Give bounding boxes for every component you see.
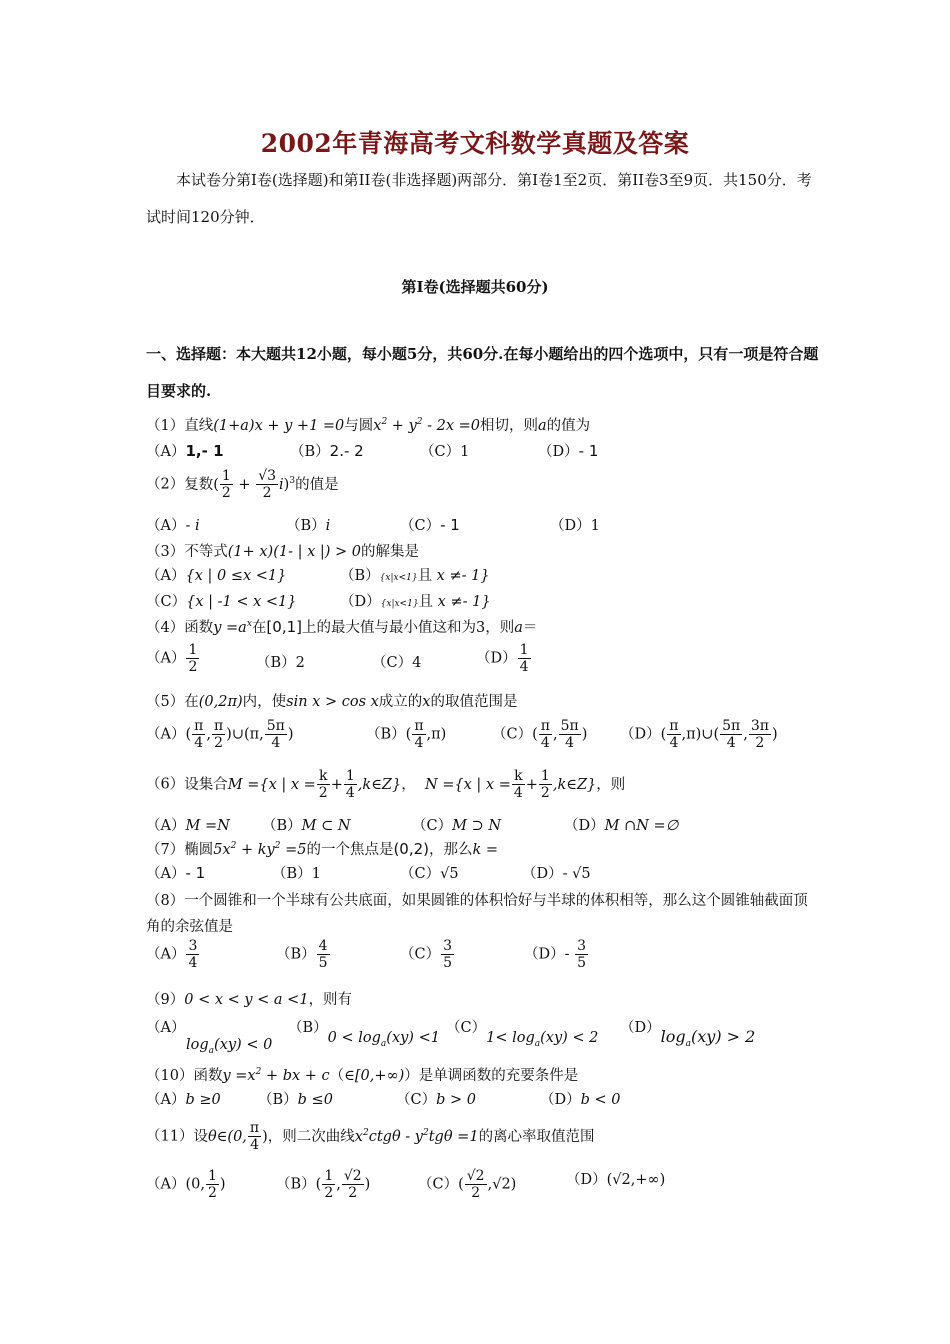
question-stem: 椭圆$5x^2 + ky^2 =5$的一个焦点是(0,2)，那么k = — [184, 840, 499, 858]
q1-option-d: （D）- 1 — [538, 442, 599, 460]
question-stem: 设集合M ={x | x = $\frac{k}{2}$ + $\frac{1}{4}$ ,k∈Z}， N ={x | x = $\frac{k}{4}$ + $\frac{1}{2}$ ,k∈Z}，则 — [184, 768, 626, 801]
q3-option-a: （A）{x | 0 ≤x <1} — [146, 568, 287, 584]
q2-option-d: （D）1 — [550, 518, 600, 534]
q9-option-a: （A） $\log_a(xy) < 0$ — [146, 1020, 273, 1056]
q6-option-c: （C）M ⊃ N — [412, 818, 502, 834]
q4-option-c: （C）4 — [372, 655, 422, 671]
q2-option-a: （A）- i — [146, 518, 200, 534]
question-stem: 函数$y =x^2$ + bx + c（∈[0,+∞)）是单调函数的充要条件是 — [193, 1067, 579, 1084]
question-stem: 一个圆锥和一个半球有公共底面，如果圆锥的体积恰好与半球的体积相等，那么这个圆锥轴截面顶角的余弦值是 — [146, 893, 808, 935]
question-stem: 函数$y =a^x$在[0,1]上的最大值与最小值这和为3，则a＝ — [184, 618, 538, 636]
q9-option-b: $(B)0 < \log_a(xy) <1$ — [288, 1020, 440, 1049]
q1-option-b: （B）2.- 2 — [290, 442, 364, 460]
question-number: （10） — [146, 1068, 194, 1084]
question-stem: 在(0,2π)内，使sin x > cos x成立的x的取值范围是 — [184, 694, 518, 710]
q7-option-b: （B）1 — [272, 866, 321, 882]
question-stem: 设θ∈(0, $\frac{\pi}{4}$ )，则二次曲线$x^2ctg\theta - y^2tg\theta =1$的离心率取值范围 — [193, 1120, 595, 1153]
q1-option-c: （C）1 — [420, 444, 470, 460]
question-number: （9） — [146, 992, 185, 1008]
question-8 — [146, 888, 816, 940]
q4-option-d: （D） $\frac{1}{4}$ — [476, 642, 529, 675]
question-number: （11） — [146, 1128, 194, 1145]
q7-option-a: （A）- 1 — [146, 864, 206, 882]
q2-option-c: （C）- 1 — [400, 516, 460, 534]
q6-option-b: （B）M ⊂ N — [262, 818, 351, 834]
question-3 — [146, 540, 419, 561]
q5-option-c: （C）( $\frac{\pi}{4}$ , $\frac{5\pi}{4}$ ) — [492, 718, 588, 751]
q10-option-a: （A）b ≥0 — [146, 1092, 221, 1108]
q11-option-c: （C）( $\frac{√2}{2}$ ,√2) — [418, 1168, 517, 1201]
question-stem: 不等式(1+ x)(1- | x |) > 0的解集是 — [184, 544, 420, 560]
section-title: 第I卷(选择题共60分) — [401, 278, 549, 296]
q5-option-b: （B）( $\frac{\pi}{4}$ ,π) — [366, 718, 447, 751]
question-number: （1） — [146, 418, 185, 434]
q10-option-c: （C）b > 0 — [396, 1092, 476, 1108]
question-number: （4） — [146, 620, 185, 636]
question-4 — [146, 616, 537, 637]
q8-option-b: （B） $\frac{4}{5}$ — [276, 938, 328, 971]
intro-text: 本试卷分第I卷(选择题)和第II卷(非选择题)两部分．第I卷1至2页．第II卷3至9页．共150分．考试时间120分钟． — [146, 171, 812, 226]
document-title: 2002年青海高考文科数学真题及答案 — [260, 129, 690, 158]
question-2 — [146, 468, 339, 501]
question-7 — [146, 838, 498, 859]
question-9 — [146, 988, 352, 1009]
question-6 — [146, 768, 625, 801]
question-stem: 0 < x < y < a <1，则有 — [184, 992, 353, 1008]
question-number: （5） — [146, 694, 185, 710]
question-number: （2） — [146, 476, 185, 493]
q4-option-b: （B）2 — [256, 655, 305, 671]
q10-option-d: （D）b < 0 — [540, 1092, 621, 1108]
q7-option-c: （C）√5 — [400, 866, 459, 882]
intro-paragraph — [146, 162, 826, 236]
q6-option-d: （D）M ∩N =∅ — [564, 818, 679, 834]
q9-option-c: $(C)1< \log_a(xy) < 2$ — [446, 1020, 599, 1049]
q10-option-b: （B）b ≤0 — [258, 1092, 333, 1108]
question-1 — [146, 414, 590, 435]
question-5 — [146, 690, 517, 711]
q8-option-c: （C） $\frac{3}{5}$ — [400, 938, 453, 971]
q2-option-b: （B）i — [286, 518, 331, 534]
q3-option-d: （D）{x|x<1}且 x ≠- 1} — [340, 594, 491, 610]
question-number: （8） — [146, 893, 185, 909]
q5-option-a: （A）( $\frac{\pi}{4}$ , $\frac{\pi}{2}$ )∪(π, $\frac{5\pi}{4}$ ) — [146, 718, 294, 751]
q7-option-d: （D）- √5 — [522, 866, 591, 882]
q11-option-a: （A）(0, $\frac{1}{2}$ ) — [146, 1168, 226, 1201]
question-stem: 直线(1+a)x + y +1 =0与圆$x^2 + y^2 - 2x =0$相切，则a的值为 — [184, 417, 591, 434]
q3-option-b: （B）{x|x<1}且 x ≠- 1} — [340, 568, 490, 584]
q9-option-d: $(D)\log_a(xy) > 2$ — [620, 1020, 756, 1050]
question-number: （3） — [146, 544, 185, 560]
q5-option-d: （D）( $\frac{\pi}{4}$ ,π)∪( $\frac{5\pi}{4}$ , $\frac{3\pi}{2}$ ) — [620, 718, 778, 751]
q4-option-a: （A） $\frac{1}{2}$ — [146, 642, 198, 675]
q8-option-a: （A） $\frac{3}{4}$ — [146, 938, 198, 971]
q11-option-d: （D）(√2,+∞) — [566, 1172, 666, 1188]
question-10 — [146, 1064, 578, 1085]
question-stem: 复数( $\frac{1}{2}$ + $\frac{√3}{2}$ i)$^3$的值是 — [184, 468, 339, 501]
q3-option-c: （C）{x | -1 < x <1} — [146, 594, 297, 610]
question-11 — [146, 1120, 595, 1153]
q6-option-a: （A）M =N — [146, 818, 230, 834]
question-number: （7） — [146, 842, 185, 858]
q11-option-b: （B）( $\frac{1}{2}$ , $\frac{√2}{2}$ ) — [276, 1168, 371, 1201]
question-number: （6） — [146, 776, 185, 793]
q1-option-a: （A）1,- 1 — [146, 442, 224, 460]
q8-option-d: （D）- $\frac{3}{5}$ — [524, 938, 587, 971]
instructions: 一、选择题：本大题共12小题，每小题5分，共60分.在每小题给出的四个选项中，只有一项是符合题目要求的. — [146, 345, 819, 400]
